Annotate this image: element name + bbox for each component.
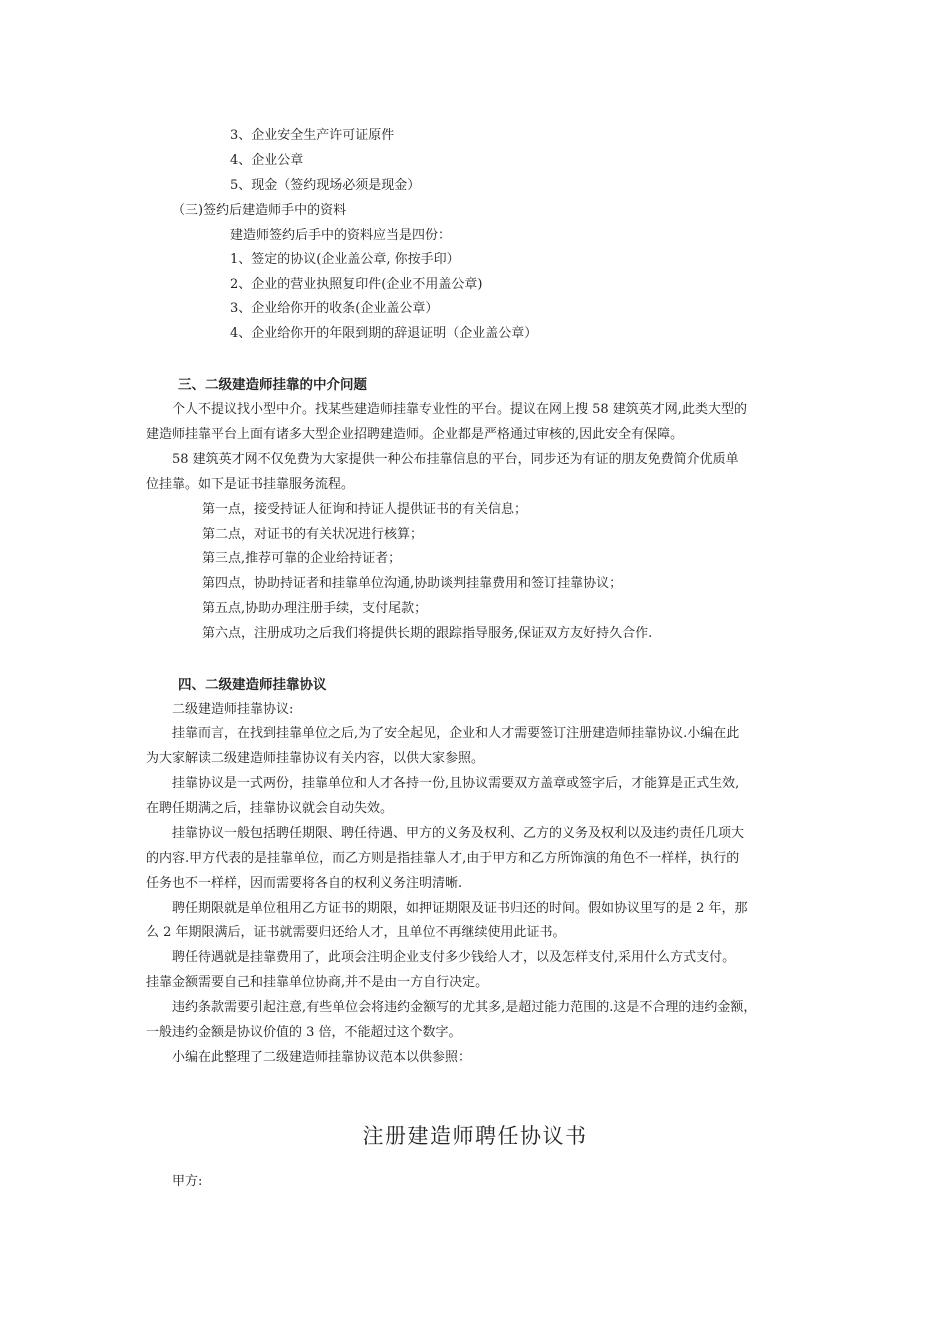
paragraph-line: 建造师签约后手中的资料应当是四份：	[230, 228, 452, 243]
paragraph-line: 在聘任期满之后，挂靠协议就会自动失效。	[146, 801, 394, 816]
list-item: 第五点,协助办理注册手续，支付尾款；	[202, 601, 428, 616]
subsection-heading: （三)签约后建造师手中的资料	[172, 203, 347, 218]
paragraph-line: 挂靠而言，在找到挂靠单位之后,为了安全起见，企业和人才需要签订注册建造师挂靠协议.小编在此	[172, 726, 740, 741]
list-item: 5、现金（签约现场必须是现金）	[230, 178, 421, 193]
paragraph-line: 聘任待遇就是挂靠费用了，此项会注明企业支付多少钱给人才，以及怎样支付,采用什么方式支付。	[172, 950, 736, 965]
paragraph-line: 建造师挂靠平台上面有诸多大型企业招聘建造师。企业都是严格通过审核的,因此安全有保障。	[146, 427, 684, 442]
list-item: 第一点，接受持证人征询和持证人提供证书的有关信息；	[202, 502, 528, 517]
list-item: 3、企业给你开的收条(企业盖公章）	[230, 301, 439, 316]
paragraph-line: 挂靠协议是一式两份，挂靠单位和人才各持一份,且协议需要双方盖章或签字后，才能算是正式生效,	[172, 776, 740, 791]
paragraph-line: 58 建筑英才网不仅免费为大家提供一种公布挂靠信息的平台，同步还为有证的朋友免费简介优质单	[172, 452, 739, 467]
section-heading: 三、二级建造师挂靠的中介问题	[178, 377, 367, 393]
paragraph-line: 为大家解读二级建造师挂靠协议有关内容，以供大家参照。	[146, 751, 485, 766]
paragraph-line: 位挂靠。如下是证书挂靠服务流程。	[146, 477, 355, 492]
list-item: 第四点，协助持证者和挂靠单位沟通,协助谈判挂靠费用和签订挂靠协议；	[202, 576, 623, 591]
list-item: 3、企业安全生产许可证原件	[230, 128, 395, 143]
paragraph-line: 么 2 年期限满后，证书就需要归还给人才，且单位不再继续使用此证书。	[146, 925, 566, 940]
paragraph-line: 挂靠协议一般包括聘任期限、聘任待遇、甲方的义务及权利、乙方的义务及权利以及违约责任几项大	[172, 826, 745, 841]
list-item: 第六点，注册成功之后我们将提供长期的跟踪指导服务,保证双方友好持久合作.	[202, 626, 653, 641]
paragraph-line: 的内容.甲方代表的是挂靠单位，而乙方则是指挂靠人才,由于甲方和乙方所饰演的角色不一样样，执行的	[146, 851, 740, 866]
party-a-label: 甲方:	[172, 1174, 203, 1189]
list-item: 第三点,推荐可靠的企业给持证者；	[202, 551, 402, 566]
paragraph-line: 任务也不一样样，因而需要将各自的权利义务注明清晰.	[146, 876, 463, 891]
paragraph-line: 个人不提议找小型中介。找某些建造师挂靠专业性的平台。提议在网上搜 58 建筑英才网,此类大型的	[172, 402, 747, 417]
list-item: 1、签定的协议(企业盖公章, 你按手印）	[230, 252, 460, 267]
paragraph-line: 聘任期限就是单位租用乙方证书的期限，如押证期限及证书归还的时间。假如协议里写的是 2 年，那	[172, 901, 748, 916]
paragraph-line: 一般违约金额是协议价值的 3 倍，不能超过这个数字。	[146, 1025, 462, 1040]
paragraph-line: 二级建造师挂靠协议:	[172, 702, 294, 717]
contract-title: 注册建造师聘任协议书	[362, 1124, 588, 1148]
section-heading: 四、二级建造师挂靠协议	[178, 677, 327, 693]
paragraph-line: 小编在此整理了二级建造师挂靠协议范本以供参照：	[172, 1050, 472, 1065]
list-item: 2、企业的营业执照复印件(企业不用盖公章)	[230, 277, 483, 292]
paragraph-line: 违约条款需要引起注意,有些单位会将违约金额写的尤其多,是超过能力范围的.这是不合理的违约金额，	[172, 1000, 757, 1015]
paragraph-line: 挂靠金额需要自己和挂靠单位协商,并不是由一方自行决定。	[146, 975, 489, 990]
list-item: 4、企业给你开的年限到期的辞退证明（企业盖公章）	[230, 326, 538, 341]
list-item: 4、企业公章	[230, 153, 304, 168]
list-item: 第二点，对证书的有关状况进行核算；	[202, 527, 424, 542]
